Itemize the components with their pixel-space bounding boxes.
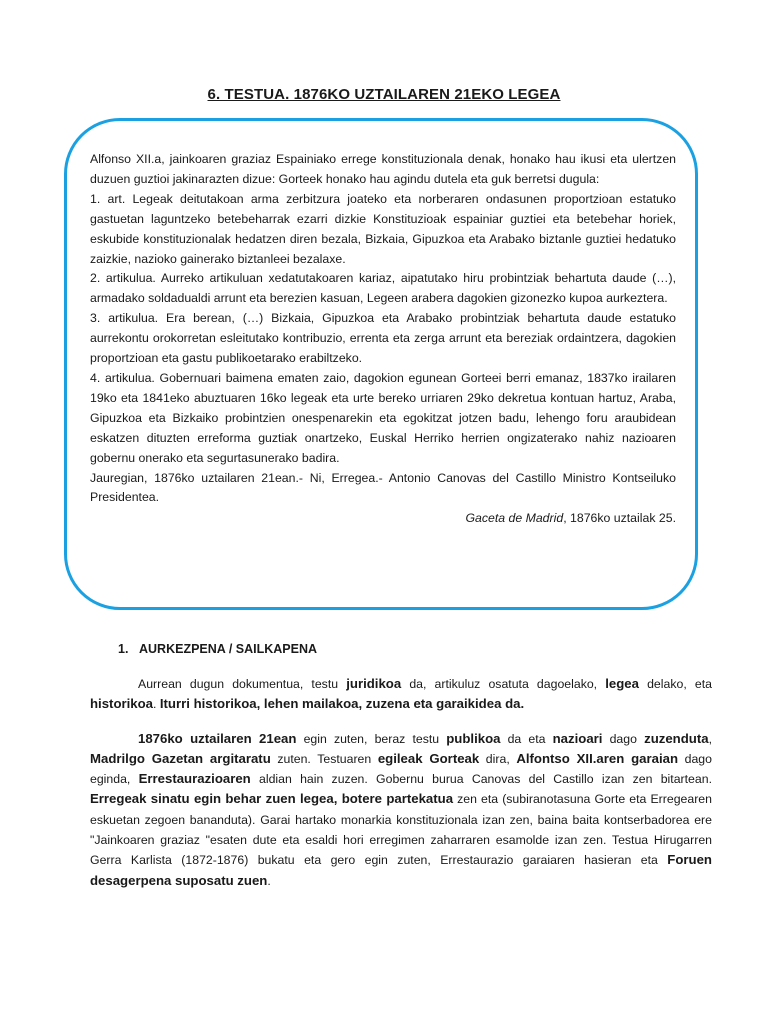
bold-term: Alfontso XII.aren garaian — [516, 750, 679, 766]
text-run: dago — [602, 731, 645, 746]
law-source — [90, 509, 676, 529]
text-run: zen eta (subiranotasuna Gorte eta Erregearen eskuetan zegoen bananduta). Garai hartako monarkia konstituzionala izan zen, baina baita kontserbadorea ere "Jainkoaren graziaz "esaten dute eta esaldi hori erregimen zaharraren esamolde izan zen. Testua Hirugarren Gerra Karlista (1872-1876) bukatu eta gero egin zuten, Errestaurazio garaiaren hasieran eta — [90, 792, 712, 868]
bold-term: historikoa — [90, 696, 154, 712]
section-heading — [118, 642, 317, 656]
text-run: , — [708, 731, 712, 746]
text-run: . — [153, 697, 160, 712]
bold-term: Foruen desagerpena suposatu zuen — [90, 852, 712, 888]
bold-term: egileak Gorteak — [377, 750, 480, 766]
source-date: , 1876ko uztailak 25. — [563, 511, 676, 526]
law-article-4: 4. artikulua. Gobernuari baimena ematen zaio, dagokion egunean Gorteei berri emanaz, 1837ko irailaren 19ko eta 1841eko abuztuaren 16ko legeak eta urte bereko urriaren 29ko dekretua kontuan hartuz, Araba, Gipuzkoa eta Bizkaiko probintzien onespenarekin eta egokitzat jotzen badu, lehengo foru araubidean eskatzen dituzten erreforma guztiak onartzeko, Euskal Herriko herrien ongizaterako nahiz nazioaren gobernu onerako eta segurtasunerako badira. — [90, 370, 676, 465]
bold-term: juridikoa — [346, 676, 402, 691]
law-article-3: 3. artikulua. Era berean, (…) Bizkaia, Gipuzkoa eta Arabako probintziak behartuta daude estatuko aurrekontu orokorretan esleitutako kontribuzio, errenta eta zerga arrunt eta bereziak ordaintzera, dagokien proportzioan eta gastu publikoetarako erabiltzeko. — [90, 311, 676, 366]
text-run: . — [267, 873, 271, 888]
section-title: AURKEZPENA / SAILKAPENA — [139, 642, 318, 656]
bold-term: publikoa — [446, 730, 501, 746]
section-number: 1. — [118, 642, 129, 656]
text-run: Aurrean dugun dokumentua, testu — [138, 677, 347, 691]
document-title: 6. TESTUA. 1876KO UZTAILAREN 21EKO LEGEA — [207, 86, 561, 103]
law-article-1: 1. art. Legeak deitutakoan arma zerbitzura joateko eta norberaren ondasunen proportzioan estatuko gastuetan laguntzeko betebeharrak ezarri dizkie Konstituzioak espainiar guztiei eta betebehar horiek, eskubide konstituzionalak hedatzen diren bezala, Bizkaia, Gipuzkoa eta Arabako biztanle guztiei hedatuko zaizkie, nazioko gainerako biztanleei bezalaxe. — [90, 191, 676, 266]
bold-term: Iturri historikoa, lehen mailakoa, zuzena eta garaikidea da. — [159, 696, 525, 712]
text-run: da, artikuluz osatuta dagoelako, — [401, 677, 606, 691]
text-run: delako, eta — [638, 677, 712, 691]
text-run: aldian hain zuzen. Gobernu burua Canovas del Castillo izan zen bitartean. — [250, 772, 712, 787]
text-run: da eta — [500, 731, 553, 746]
law-article-2: 2. artikulua. Aurreko artikuluan xedatutakoaren kariaz, aipatutako hiru probintziak behartuta daude (…), armadako soldadualdi arrunt eta berezien kasuan, Legeen arabera dagokien gizonezko kupoa aurkeztera. — [90, 271, 676, 306]
bold-term: legea — [605, 676, 639, 691]
law-text — [90, 150, 676, 529]
bold-term: Errestaurazioaren — [138, 771, 251, 787]
analysis-text — [90, 674, 712, 891]
bold-term: Erregeak sinatu egin behar zuen legea, botere partekatua — [90, 791, 454, 807]
text-run: zuten. Testuaren — [270, 751, 378, 766]
text-run: dira, — [479, 751, 517, 766]
law-intro: Alfonso XII.a, jainkoaren graziaz Espainiako errege konstituzionala denak, honako hau ikusi eta ulertzen duzuen guztioi jakinarazten dizue: Gorteek honako hau agindu dutela eta guk berretsi dugula: — [90, 152, 676, 186]
analysis-paragraph-1 — [90, 674, 712, 715]
analysis-paragraph-2 — [90, 729, 712, 891]
law-closing: Jauregian, 1876ko uztailaren 21ean.- Ni, Erregea.- Antonio Canovas del Castillo Ministro Kontseiluko Presidentea. — [90, 470, 676, 505]
bold-term: zuzenduta — [644, 730, 709, 746]
bold-term: Madrilgo Gazetan argitaratu — [90, 750, 271, 766]
bold-term: 1876ko uztailaren 21ean — [138, 730, 297, 746]
text-run: dago egindа, — [90, 751, 712, 787]
bold-term: nazioari — [552, 730, 603, 746]
text-run: egin zuten, beraz testu — [296, 731, 447, 746]
source-publication: Gaceta de Madrid — [465, 511, 564, 526]
